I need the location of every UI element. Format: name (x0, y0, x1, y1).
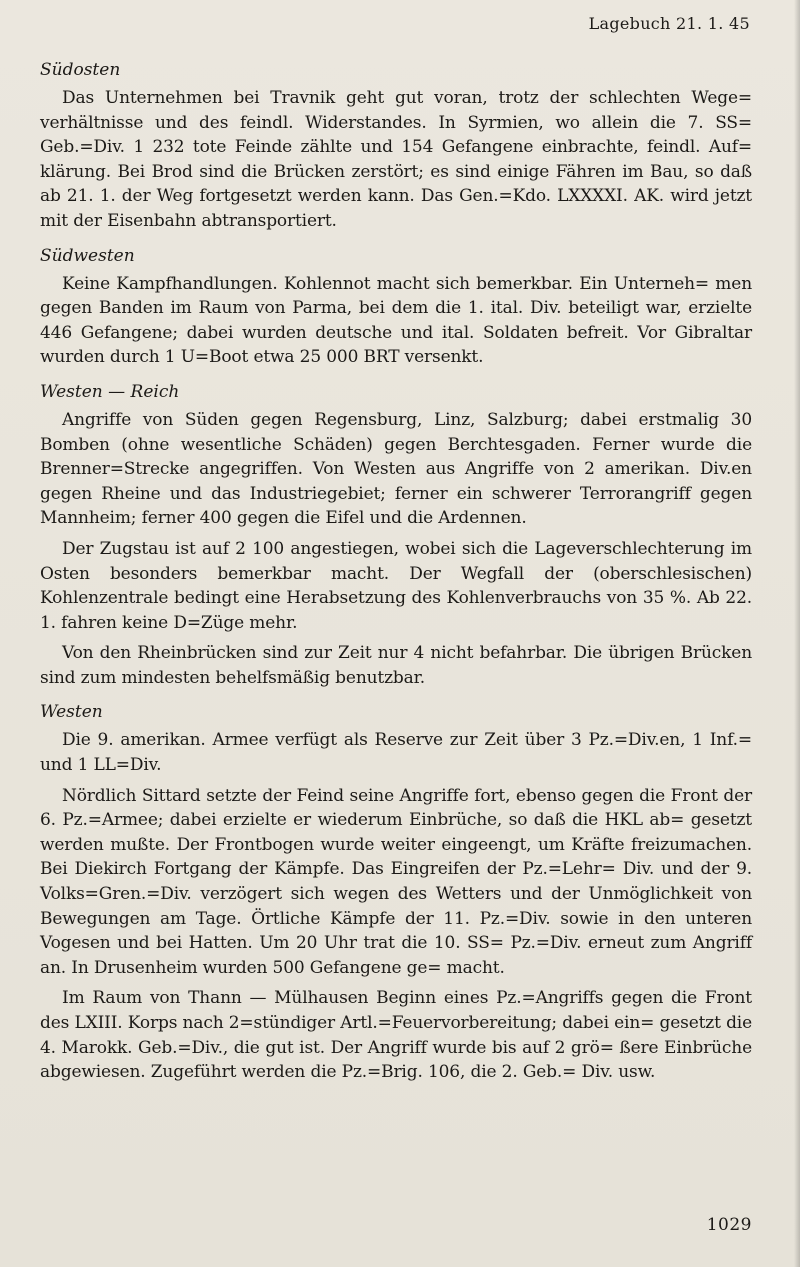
section-westen (40, 700, 752, 1084)
section-westen-reich (40, 380, 752, 691)
paragraph: Die 9. amerikan. Armee verfügt als Reserve zur Zeit über 3 Pz.=Div.en, 1 Inf.= und 1 LL=Div. (40, 730, 752, 776)
running-head: Lagebuch 21. 1. 45 (588, 14, 750, 33)
page-body (40, 58, 752, 1095)
paragraph: Keine Kampfhandlungen. Kohlennot macht sich bemerkbar. Ein Unterneh= men gegen Banden im Raum von Parma, bei dem die 1. ital. Div. beteiligt war, erzielte 446 Gefangene; dabei wurden deutsche und ital. Soldaten befreit. Vor Gibraltar wurden durch 1 U=Boot etwa 25 000 BRT versenkt. (40, 273, 752, 368)
paragraph: Nördlich Sittard setzte der Feind seine Angriffe fort, ebenso gegen die Front der 6. Pz.=Armee; dabei erzielte er wiederum Einbrüche, so daß die HKL ab= gesetzt werden mußte. Der Frontbogen wurde weiter eingeengt, um Kräfte freizumachen. Bei Diekirch Fortgang der Kämpfe. Das Eingreifen der Pz.=Lehr= Div. und der 9. Volks=Gren.=Div. verzögert sich wegen des Wetters und der Unmöglichkeit von Bewegungen am Tage. Örtliche Kämpfe der 11. Pz.=Div. sowie in den unteren Vogesen und bei Hatten. Um 20 Uhr trat die 10. SS= Pz.=Div. erneut zum Angriff an. In Drusenheim wurden 500 Gefangene ge= macht. (40, 785, 752, 978)
paragraph: Das Unternehmen bei Travnik geht gut voran, trotz der schlechten Wege= verhältnisse und des feindl. Widerstandes. In Syrmien, wo allein die 7. SS= Geb.=Div. 1 232 tote Feinde zählte und 154 Gefangene einbrachte, feindl. Auf= klärung. Bei Brod sind die Brücken zerstört; es sind einige Fähren im Bau, so daß ab 21. 1. der Weg fortgesetzt werden kann. Das Gen.=Kdo. LXXXXI. AK. wird jetzt mit der Eisenbahn abtransportiert. (40, 88, 752, 231)
section-heading: Südwesten (40, 245, 135, 266)
paragraph: Der Zugstau ist auf 2 100 angestiegen, wobei sich die Lageverschlechterung im Osten besonders bemerkbar macht. Der Wegfall der (oberschlesischen) Kohlenzentrale bedingt eine Herabsetzung des Kohlenverbrauchs von 35 %. Ab 22. 1. fahren keine D=Züge mehr. (40, 538, 752, 633)
section-heading: Westen — Reich (40, 381, 180, 402)
section-suedosten (40, 58, 752, 234)
paragraph: Im Raum von Thann — Mülhausen Beginn eines Pz.=Angriffs gegen die Front des LXIII. Korps nach 2=stündiger Artl.=Feuervorbereitung; dabei ein= gesetzt die 4. Marokk. Geb.=Div., die gut ist. Der Angriff wurde bis auf 2 grö= ßere Einbrüche abgewiesen. Zugeführt werden die Pz.=Brig. 106, die 2. Geb.= Div. usw. (40, 988, 752, 1083)
paragraph: Angriffe von Süden gegen Regensburg, Linz, Salzburg; dabei erstmalig 30 Bomben (ohne wesentliche Schäden) gegen Berchtesgaden. Ferner wurde die Brenner=Strecke angegriffen. Von Westen aus Angriffe von 2 amerikan. Div.en gegen Rheine und das Industriegebiet; ferner ein schwerer Terrorangriff gegen Mannheim; ferner 400 gegen die Eifel und die Ardennen. (40, 409, 752, 529)
section-suedwesten (40, 244, 752, 370)
section-heading: Südosten (40, 60, 121, 80)
page-number: 1029 (706, 1215, 752, 1235)
page-edge-shadow (794, 0, 800, 1267)
section-heading: Westen (40, 702, 103, 723)
paragraph: Von den Rheinbrücken sind zur Zeit nur 4 nicht befahrbar. Die übrigen Brücken sind zum mindesten behelfsmäßig benutzbar. (40, 643, 752, 688)
